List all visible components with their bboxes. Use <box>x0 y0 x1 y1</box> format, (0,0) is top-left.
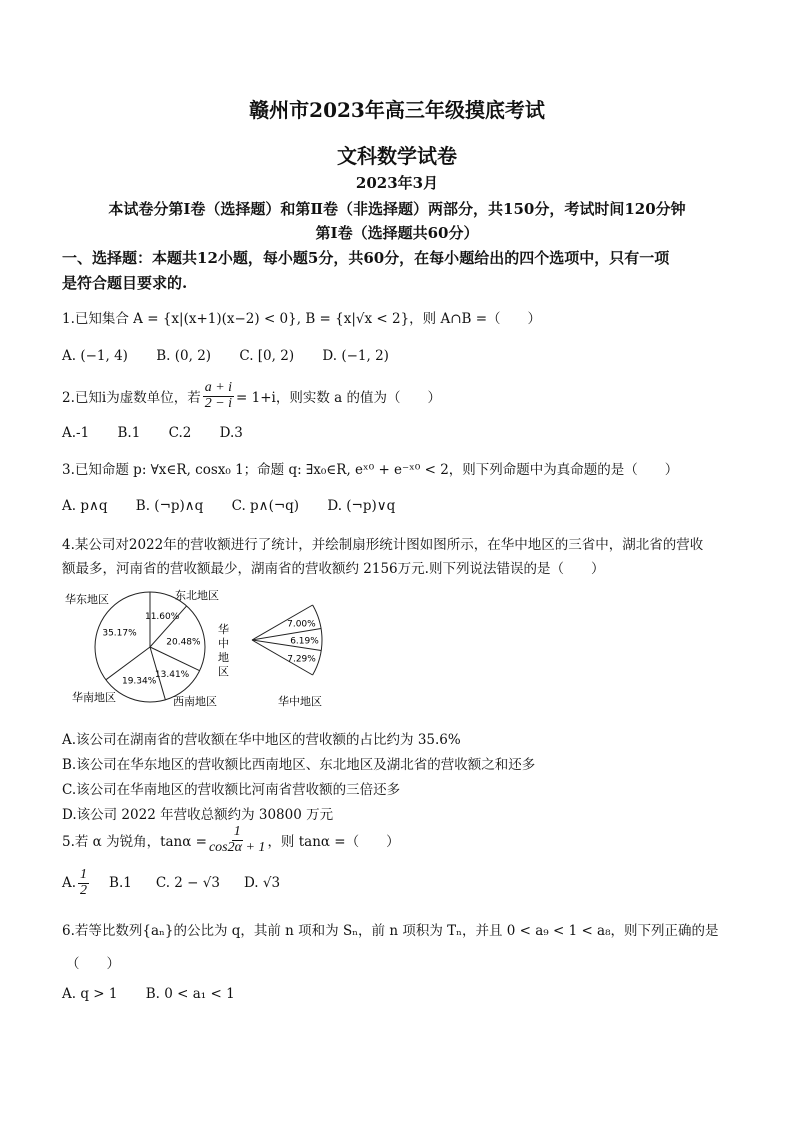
q5-fraction-num: 1 <box>233 824 241 839</box>
exam-subtitle: 文科数学试卷 <box>337 144 457 168</box>
q4-option-b[interactable]: B.该公司在华东地区的营收额比西南地区、东北地区及湖北省的营收额之和还多 <box>62 757 536 773</box>
question-1-stem: 1.已知集合 A = {x|(x+1)(x−2) < 0}, B = {x|√x < 2}，则 A∩B =（ ） <box>62 311 542 327</box>
pie1-slice-label: 11.60% <box>144 612 180 623</box>
q2-option-a[interactable]: A.-1 <box>62 425 90 441</box>
question-5-stem <box>62 825 400 855</box>
part-title: 第Ⅰ卷（选择题共60分） <box>315 224 479 242</box>
q2-fraction-num: a + i <box>204 380 233 395</box>
question-3-stem: 3.已知命题 p: ∀x∈R, cosx₀ 1；命题 q: ∃x₀∈R, eˣ⁰ + e⁻ˣ⁰ < 2，则下列命题中为真命题的是（ ） <box>62 462 679 478</box>
q4-option-c[interactable]: C.该公司在华南地区的营收额比河南省营收额的三倍还多 <box>62 782 401 798</box>
q1-option-a[interactable]: A. (−1, 4) <box>62 348 128 364</box>
question-4-stem-line1: 4.某公司对2022年的营收额进行了统计，并绘制扇形统计图如图所示，在华中地区的三省中，湖北省的营收 <box>62 537 704 553</box>
pie2-slices <box>252 605 322 675</box>
question-6-stem: 6.若等比数列{aₙ}的公比为 q，其前 n 项和为 Sₙ，前 n 项积为 Tₙ，并且 0 < a₉ < 1 < a₈，则下列正确的是 <box>62 923 719 939</box>
huazhong-char-3: 地 <box>218 651 229 664</box>
q5-stem-post: ，则 tanα =（ ） <box>267 834 400 851</box>
pie1-label-xinan: 西南地区 <box>173 695 217 708</box>
q4-option-a[interactable]: A.该公司在湖南省的营收额在华中地区的营收额的占比约为 35.6% <box>62 732 461 748</box>
q1-option-c[interactable]: C. [0, 2) <box>239 348 295 364</box>
q5-option-c[interactable]: C. 2 − √3 <box>155 875 220 892</box>
question-2-options <box>62 425 267 441</box>
question-2-stem <box>62 381 441 411</box>
question-5-options <box>62 868 304 898</box>
exam-date: 2023年3月 <box>355 174 439 192</box>
pie1-slice-edge <box>150 647 200 671</box>
question-6-options <box>62 986 259 1002</box>
q5-option-b[interactable]: B.1 <box>109 875 132 892</box>
q2-stem-post: = 1+i，则实数 a 的值为（ ） <box>236 390 441 407</box>
exam-title: 赣州市2023年高三年级摸底考试 <box>249 98 545 122</box>
pie2-title: 华中地区 <box>278 695 322 708</box>
q2-option-c[interactable]: C.2 <box>168 425 192 441</box>
pie1-slice-label: 19.34% <box>121 676 157 687</box>
pie1-slice-label: 13.41% <box>154 669 190 680</box>
pie2-slice-label: 6.19% <box>290 636 319 647</box>
huazhong-char-4: 区 <box>218 665 229 678</box>
q5-option-d[interactable]: D. √3 <box>243 875 281 892</box>
pie1-slice-edge <box>106 647 150 680</box>
pie2-slice-label: 7.29% <box>287 654 316 665</box>
q2-fraction-den: 2 − i <box>204 395 233 411</box>
q6-option-b[interactable]: B. 0 < a₁ < 1 <box>145 986 235 1002</box>
q2-stem-pre: 2.已知i为虚数单位，若 <box>62 390 201 407</box>
q5-fraction-den: cos2α + 1 <box>208 839 266 855</box>
section-instruction-line1: 一、选择题：本题共12小题，每小题5分，共60分，在每小题给出的四个选项中，只有一项 <box>62 249 670 267</box>
q3-option-b[interactable]: B. (¬p)∧q <box>135 498 204 514</box>
q2-fraction <box>203 381 234 411</box>
question-4-stem-line2: 额最多，河南省的营收额最少，湖南省的营收额约 2156万元.则下列说法错误的是（ ） <box>62 561 605 577</box>
q5-option-a-den: 2 <box>80 882 88 898</box>
question-3-options <box>62 498 419 514</box>
huazhong-char-1: 华 <box>218 623 229 636</box>
q5-option-a-fraction <box>78 868 89 898</box>
pie-chart-regions <box>60 585 340 710</box>
q1-option-d[interactable]: D. (−1, 2) <box>322 348 389 364</box>
q2-option-d[interactable]: D.3 <box>219 425 243 441</box>
huazhong-char-2: 中 <box>218 637 229 650</box>
q6-option-a[interactable]: A. q > 1 <box>62 986 118 1002</box>
q1-option-b[interactable]: B. (0, 2) <box>156 348 212 364</box>
question-6-paren: （ ） <box>66 956 120 972</box>
q5-option-a-label: A. <box>62 875 77 892</box>
q5-stem-pre: 5.若 α 为锐角，tanα = <box>62 834 207 851</box>
pie1-slice-label: 35.17% <box>102 628 137 639</box>
exam-intro: 本试卷分第Ⅰ卷（选择题）和第Ⅱ卷（非选择题）两部分，共150分，考试时间120分钟 <box>108 200 686 218</box>
section-instruction-line2: 是符合题目要求的. <box>62 274 188 292</box>
q4-option-d[interactable]: D.该公司 2022 年营收总额约为 30800 万元 <box>62 807 334 823</box>
pie1-label-huanan: 华南地区 <box>72 691 116 704</box>
q5-option-a[interactable] <box>62 868 91 898</box>
q3-option-a[interactable]: A. p∧q <box>62 498 108 514</box>
pie1-label-huazhong-vertical <box>218 622 229 678</box>
q3-option-c[interactable]: C. p∧(¬q) <box>231 498 300 514</box>
q2-option-b[interactable]: B.1 <box>117 425 141 441</box>
question-1-options <box>62 348 413 364</box>
pie1-slice-label: 20.48% <box>166 637 201 648</box>
q5-fraction <box>209 825 265 855</box>
pie1-slices <box>95 592 205 702</box>
q3-option-d[interactable]: D. (¬p)∨q <box>327 498 396 514</box>
pie1-label-huadong: 华东地区 <box>65 593 109 606</box>
pie1-label-dongbei: 东北地区 <box>175 589 219 602</box>
pie2-slice-label: 7.00% <box>287 619 316 630</box>
q5-option-a-num: 1 <box>80 867 88 882</box>
